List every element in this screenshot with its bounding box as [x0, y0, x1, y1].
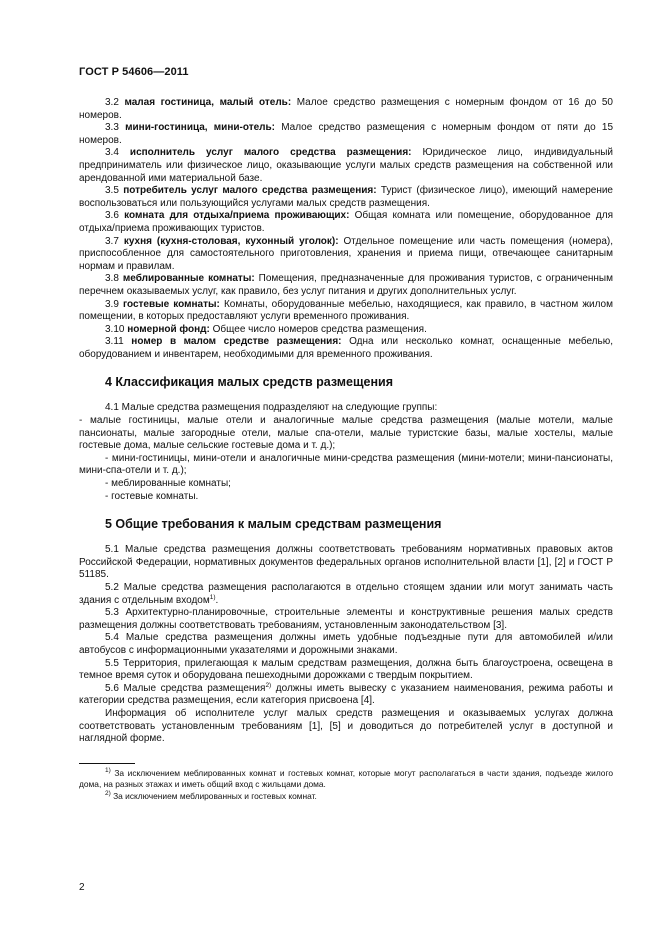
section-4-body [79, 402, 613, 503]
footnotes [79, 768, 613, 802]
section-4-heading: 4 Классификация малых средств размещения [105, 375, 393, 390]
definition-item: 3.11 номер в малом средстве размещения: Одна или несколько комнат, оснащенные мебелью, оборудованием и инвентарем, необходимыми для временного проживания. [79, 336, 613, 360]
definition-item: 3.10 номерной фонд: Общее число номеров средства размещения. [105, 323, 427, 335]
footnote-ref: 1) [209, 593, 216, 601]
paragraph: 4.1 Малые средства размещения подразделяют на следующие группы: [105, 402, 438, 414]
definition-item: 3.3 мини-гостиница, мини-отель: Малое средство размещения с номерным фондом от пяти до 15 номеров. [79, 122, 614, 146]
definition-item: 3.8 меблированные комнаты: Помещения, предназначенные для проживания туристов, с ограниченным перечнем оказываемых услуг, как правило, без услуг питания и других дополнительных услуг. [79, 273, 613, 297]
section-5-heading: 5 Общие требования к малым средствам размещения [105, 517, 442, 532]
footnote: $^{2)}$ За исключением меблированных и гостевых комнат. [105, 789, 317, 801]
paragraph: 5.6 Малые средства размещения$^{2)}$ должны иметь вывеску с указанием наименования, режима работы и категории средства размещения, если категория присвоена [4]. [79, 681, 614, 707]
list-item: - гостевые комнаты. [105, 490, 199, 502]
paragraph: Информация об исполнителе услуг малых средств размещения и оказываемых услугах должна соответствовать установленным требованиям [1], [5] и доводиться до потребителей услуг в доступной и наглядной форме. [79, 707, 613, 745]
paragraph: 5.3 Архитектурно-планировочные, строительные элементы и конструктивные решения малых средств размещения должны соответствовать требованиям, установленным законодательством [3]. [79, 607, 613, 631]
footnote-ref: 2) [265, 681, 272, 689]
definition-item: 3.7 кухня (кухня-столовая, кухонный уголок): Отдельное помещение или часть помещения (номера), приспособленное для самостоятельного приготовления, хранения и приема пищи, отвечающее санитарным нормам и правилам. [79, 235, 614, 272]
footnote-divider [79, 763, 135, 764]
document-body [79, 97, 613, 802]
definition-item: 3.6 комната для отдыха/приема проживающих: Общая комната или помещение, оборудованное для отдыха/приема проживающих туристов. [79, 210, 613, 234]
paragraph: 5.4 Малые средства размещения должны иметь удобные подъездные пути для автомобилей и/или автобусов с информационными указателями и дорожными знаками. [79, 632, 613, 656]
paragraph: 5.1 Малые средства размещения должны соответствовать требованиям нормативных правовых актов Российской Федерации, нормативных документов федеральных органов исполнительной власти [1], [2] и ГОСТ Р 51185. [79, 544, 613, 581]
paragraph: 5.2 Малые средства размещения располагаются в отдельно стоящем здании или могут занимать часть здания с отдельным входом$^{1)}$. [79, 582, 613, 606]
document-header: ГОСТ Р 54606—2011 [79, 66, 189, 78]
definition-item: 3.9 гостевые комнаты: Комнаты, оборудованные мебелью, находящиеся, как правило, в частном жилом помещении, в которых предоставляют услуги временного проживания. [79, 298, 613, 323]
definition-item: 3.2 малая гостиница, малый отель: Малое средство размещения с номерным фондом от 16 до 50 номеров. [79, 97, 613, 121]
list-item: - меблированные комнаты; [105, 478, 231, 490]
definition-item: 3.5 потребитель услуг малого средства размещения: Турист (физическое лицо), имеющий намерение воспользоваться или пользующийся услугами малых средств размещения. [79, 185, 613, 209]
definitions-list [79, 97, 613, 361]
footnote: $^{1)}$ За исключением меблированных комнат и гостевых комнат, которые могут располагаться в части здания, подъезде жилого дома, на разных этажах и иметь общий вход с жильцами дома. [79, 766, 613, 790]
list-item: - малые гостиницы, малые отели и аналогичные малые средства размещения (малые мотели, малые пансионаты, малые загородные отели, малые спа-отели, малые туристские базы, малые хостелы, малые гостевые дома, малые сельские гостевые дома и т. д.); [79, 415, 613, 452]
page-number: 2 [79, 882, 85, 893]
paragraph: 5.5 Территория, прилегающая к малым средствам размещения, должна быть благоустроена, освещена в темное время суток и оборудована пешеходными дорожками с твердым покрытием. [79, 657, 613, 682]
list-item: - мини-гостиницы, мини-отели и аналогичные мини-средства размещения (мини-мотели; мини-пансионаты, мини-спа-отели и т. д.); [79, 452, 613, 477]
definition-item: 3.4 исполнитель услуг малого средства размещения: Юридическое лицо, индивидуальный предприниматель или физическое лицо, оказывающие услуги малых средств размещения на собственной или арендованной ими материальной базе. [79, 147, 613, 184]
section-5-body [79, 544, 613, 746]
